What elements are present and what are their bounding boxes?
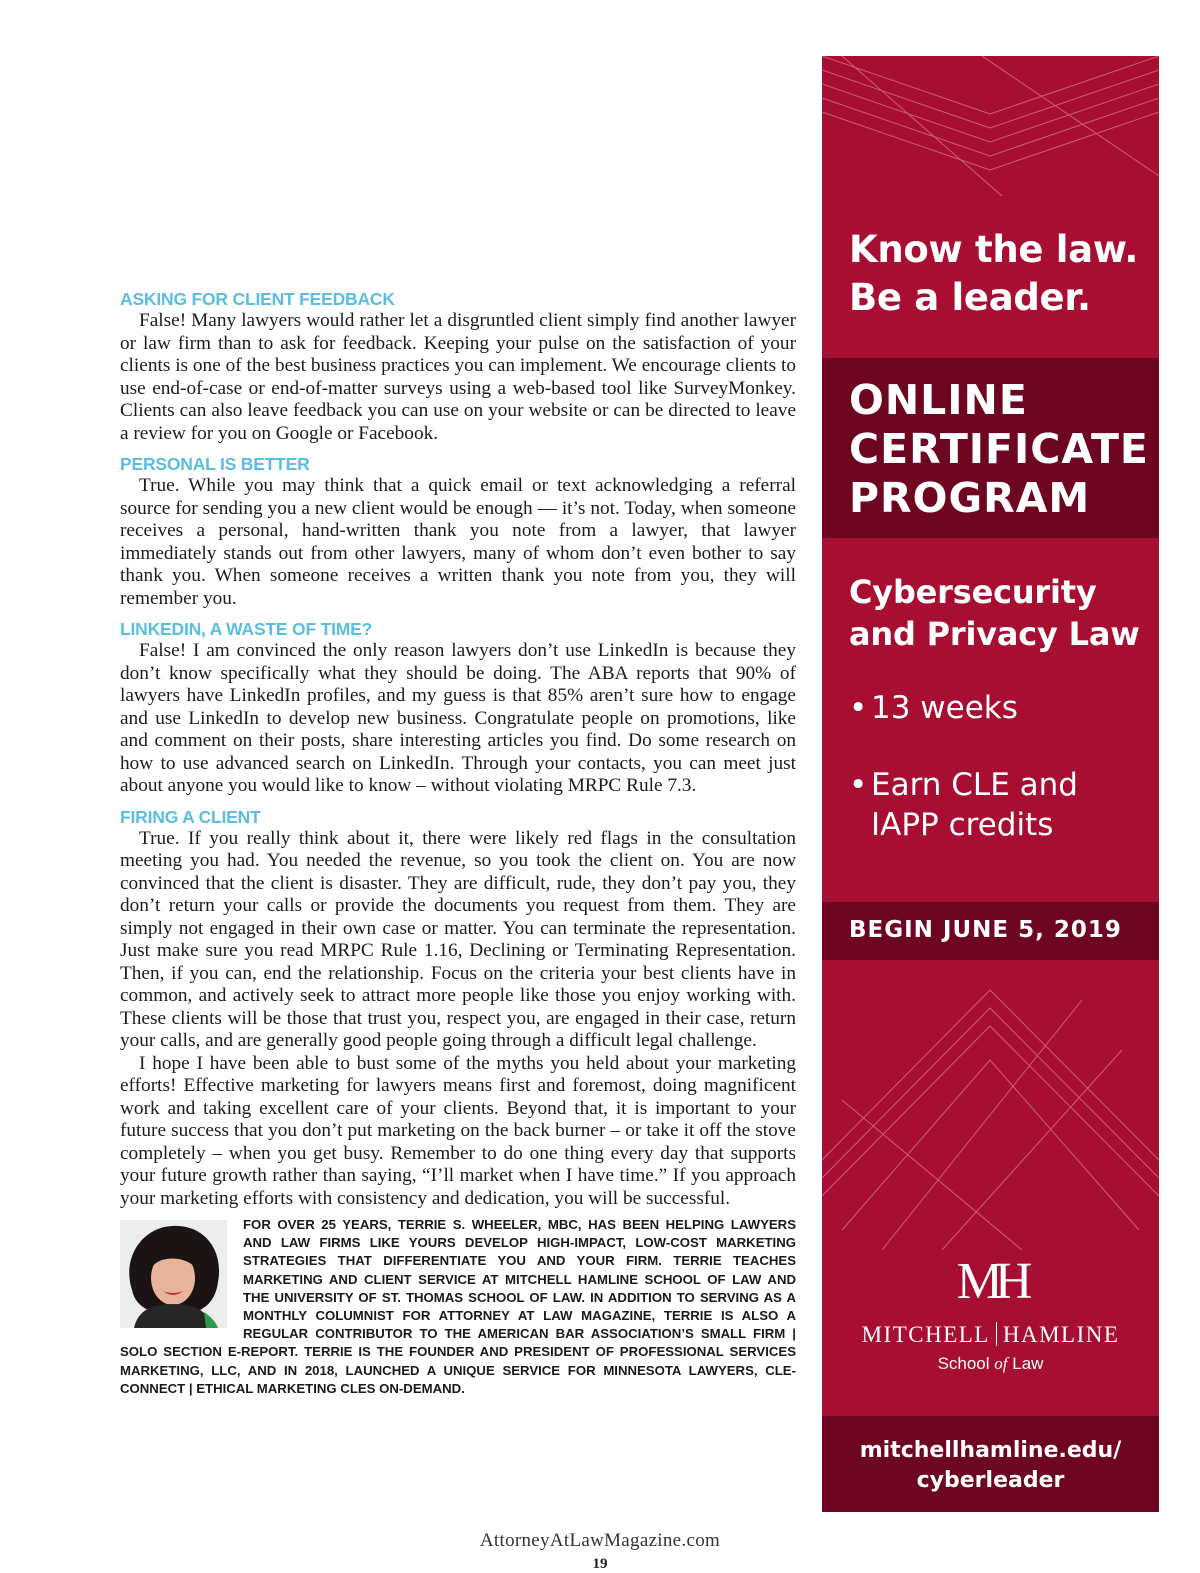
ad-tagline-line: Know the law.	[849, 228, 1139, 271]
feature-text: Earn CLE and	[871, 767, 1078, 803]
section-heading: FIRING A CLIENT	[120, 806, 261, 827]
program-subject-line: Cybersecurity	[849, 573, 1097, 611]
section-client-feedback	[120, 288, 796, 445]
ad-url-line[interactable]: mitchellhamline.edu/	[859, 1438, 1122, 1463]
url-band	[822, 1416, 1159, 1512]
ad-url-line[interactable]: cyberleader	[916, 1468, 1065, 1493]
decorative-chevron-lines-bottom	[822, 960, 1159, 1250]
program-title-line: CERTIFICATE	[849, 425, 1149, 473]
logo-law-word: Law	[1012, 1354, 1044, 1373]
decorative-chevron-lines-top	[822, 56, 1159, 206]
start-date: BEGIN JUNE 5, 2019	[849, 917, 1122, 943]
logo-monogram: MH	[956, 1253, 1025, 1310]
author-bio-text: FOR OVER 25 YEARS, TERRIE S. WHEELER, MBC, HAS BEEN HELPING LAWYERS AND LAW FIRMS LIKE YOURS DEVELOP HIGH-IMPACT, LOW-COST MARKETING STRATEGIES THAT DIFFERENTIATE YOU AND YOUR FIRM. TERRIE TEACHES MARKETING AND CLIENT SERVICE AT MITCHELL HAMLINE SCHOOL OF LAW AND THE UNIVERSITY OF ST. THOMAS SCHOOL OF LAW. IN ADDITION TO SERVING AS A MONTHLY COLUMNIST FOR ATTORNEY AT LAW MAGAZINE, TERRIE IS ALSO A REGULAR CONTRIBUTOR TO THE AMERICAN BAR ASSOCIATION’S SMALL FIRM | SOLO SECTION E-REPORT. TERRIE IS THE FOUNDER AND PRESIDENT OF PROFESSIONAL SERVICES MARKETING, LLC, AND IN 2018, LAUNCHED A UNIQUE SERVICE FOR MINNESOTA LAWYERS, CLE-CONNECT | ETHICAL MARKETING CLES ON-DEMAND.	[120, 1217, 796, 1396]
logo-school-word: School	[937, 1354, 990, 1373]
paragraph: I hope I have been able to bust some of the myths you held about your marketing efforts! Effective marketing for lawyers means first and foremost, doing magnificent work and taking excellent care of your clients. Beyond that, it is important to your future success that you don’t put marketing on the back burner – or take it off the stove completely – when you get busy. Remember to do one thing every day that supports your future growth rather than saying, “I’ll market when I have time.” If you approach your marketing efforts with consistency and dedication, you will be successful.	[120, 1052, 796, 1209]
logo-divider	[996, 1322, 997, 1346]
bullet-icon: •	[849, 767, 868, 803]
section-firing-a-client	[120, 806, 796, 1211]
bullet-icon: •	[849, 690, 868, 726]
logo-of-word: of	[994, 1354, 1008, 1373]
page-number: 19	[592, 1556, 608, 1572]
logo-school-of-law	[822, 1354, 1159, 1374]
footer-website: AttorneyAtLawMagazine.com	[479, 1530, 721, 1551]
program-subject	[849, 571, 1140, 655]
article	[120, 288, 796, 1398]
start-date-band	[822, 902, 1159, 960]
ad-url-link[interactable]	[822, 1436, 1159, 1496]
feature-item	[849, 765, 1078, 845]
mitchell-hamline-logo[interactable]	[822, 1253, 1159, 1374]
section-linkedin	[120, 618, 796, 798]
program-subject-line: and Privacy Law	[849, 615, 1140, 653]
feature-text: 13 weeks	[871, 690, 1018, 726]
paragraph: False! Many lawyers would rather let a disgruntled client simply find another lawyer or law firm than to ask for feedback. Keeping your pulse on the satisfaction of your clients is one of the best business practices you can implement. We encourage clients to use end-of-case or end-of-matter surveys using a web-based tool like SurveyMonkey. Clients can also leave feedback you can use on your website or can be directed to leave a review for you on Google or Facebook.	[120, 310, 796, 444]
logo-wordmark	[822, 1322, 1159, 1348]
author-photo	[120, 1220, 227, 1328]
section-personal-is-better	[120, 453, 796, 610]
ad-tagline-line: Be a leader.	[849, 276, 1091, 319]
author-bio	[120, 1216, 796, 1398]
section-heading: LINKEDIN, A WASTE OF TIME?	[120, 619, 373, 639]
program-title-line: PROGRAM	[849, 474, 1091, 522]
advertisement[interactable]	[822, 56, 1159, 1512]
section-heading: ASKING FOR CLIENT FEEDBACK	[120, 289, 395, 309]
paragraph: False! I am convinced the only reason lawyers don’t use LinkedIn is because they don’t know specifically what they should be doing. The ABA reports that 90% of lawyers have LinkedIn profiles, and my guess is that 85% aren’t sure how to engage and use LinkedIn to develop new business. Congratulate people on promotions, like and comment on their posts, share interesting articles you find. Do some research on how to use advanced search on LinkedIn. Through your contacts, you can meet just about anyone you would like to know – without violating MRPC Rule 7.3.	[120, 640, 796, 796]
program-features	[849, 688, 1078, 882]
feature-text: IAPP credits	[871, 807, 1054, 843]
program-title-line: ONLINE	[849, 376, 1028, 424]
paragraph: True. If you really think about it, there were likely red flags in the consultation meeting you had. You needed the revenue, so you took the client on. You are now convinced that the client is disaster. They are difficult, rude, they don’t pay you, they don’t return your calls or provide the documents you request from them. They are simply not engaged in their own case or matter. You can terminate the representation. Just make sure you read MRPC Rule 1.16, Declining or Terminating Representation. Then, if you can, end the relationship. Focus on the criteria your best clients have in common, and actively seek to attract more people like those you enjoy working with. These clients will be those that trust you, respect you, are engaged in their case, return your calls, and are generally good people going through a difficult legal challenge.	[120, 827, 796, 1051]
paragraph: True. While you may think that a quick email or text acknowledging a referral source for sending you a new client would be enough –– it’s not. Today, when someone receives a personal, hand-written thank you note from a lawyer, that lawyer immediately stands out from other lawyers, many of whom don’t even bother to say thank you. When someone receives a written thank you note from you, they will remember you.	[120, 475, 796, 609]
logo-name-right: HAMLINE	[1002, 1322, 1120, 1347]
program-title	[849, 376, 1149, 523]
author-portrait-image	[120, 1220, 227, 1328]
feature-item	[849, 688, 1078, 728]
logo-name-left: MITCHELL	[861, 1322, 990, 1347]
section-heading: PERSONAL IS BETTER	[120, 454, 310, 474]
ad-tagline	[849, 226, 1138, 322]
program-band	[822, 358, 1159, 538]
